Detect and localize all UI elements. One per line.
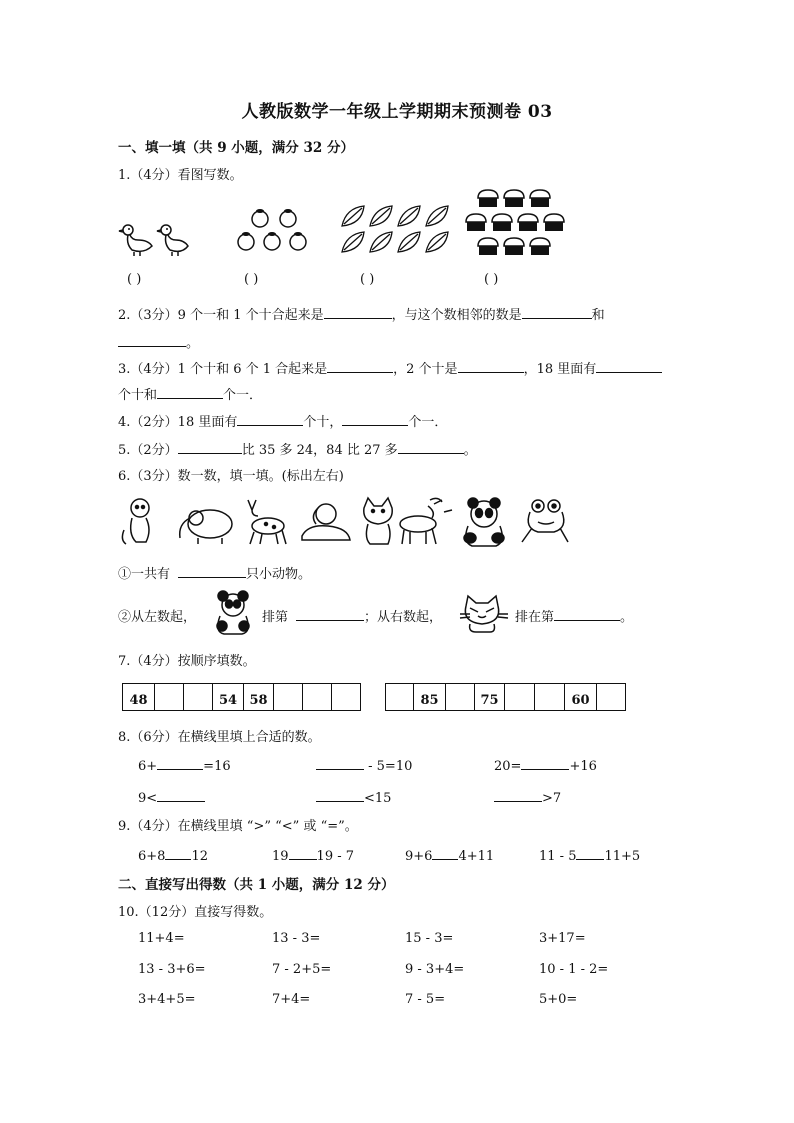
q8-blank[interactable] [157,755,203,770]
q4-blank-1[interactable] [237,411,303,426]
q10-problem: 10 - 1 - 2= [539,962,609,977]
q3-text-4: 个十和 [118,388,158,403]
q10-problem: 7 - 5= [405,992,446,1007]
q9-right: 19 - 7 [316,849,355,864]
seq2-cell[interactable] [597,684,625,710]
q9-item [272,845,354,864]
panda-icon [212,590,254,636]
q2-line1 [118,304,605,323]
q7-stem: 7.（4分）按顺序填数。 [118,654,256,669]
q4-line [118,411,447,430]
seq1-cell: 54 [213,684,244,710]
seq2-cell[interactable] [386,684,414,710]
q9-blank[interactable] [165,845,191,860]
q9-stem: 9.（4分）在横线里填 “>” “<” 或 “=”。 [118,819,358,834]
q10-problem: 3+4+5= [138,992,196,1007]
cat-icon [456,594,512,634]
q6-sub1-text-b: 只小动物。 [246,567,312,582]
q7-sequence-row-1 [122,683,361,711]
q5-text-1: 5.（2分） [118,443,178,458]
seq2-cell: 60 [565,684,597,710]
q3-text-5: 个一． [223,388,263,403]
cat-icon [364,498,392,544]
q3-text-3: ，18 里面有 [523,362,597,377]
q4-text-3: 个一． [408,415,448,430]
q8-stem: 8.（6分）在横线里填上合适的数。 [118,730,321,745]
q8-blank[interactable] [157,787,205,802]
seq2-cell: 85 [414,684,446,710]
q10-problem: 7+4= [272,992,311,1007]
q9-left: 19 [272,849,289,864]
frog-icon [522,500,568,542]
q2-blank-2[interactable] [522,304,592,319]
q2-text-3: 和 [591,308,605,323]
q2-line2 [118,332,199,351]
q3-blank-4[interactable] [157,384,223,399]
q9-left: 9+6 [405,849,433,864]
cupcakes-picture [466,190,566,258]
section-1-heading: 一、填一填（共 9 小题，满分 32 分） [118,140,354,156]
seq1-cell[interactable] [155,684,184,710]
q8-blank[interactable] [316,755,364,770]
seq1-cell: 58 [244,684,274,710]
q8-item-pre: 20= [494,759,522,774]
q5-blank-1[interactable] [178,439,242,454]
q10-problem: 15 - 3= [405,931,454,946]
q8-item [316,787,391,806]
q8-item [316,755,412,774]
q6-sub2-text-c: ；从右数起， [364,610,443,625]
q8-blank[interactable] [316,787,364,802]
q3-blank-3[interactable] [596,358,662,373]
q6-sub2-text-d: 排在第 [515,610,555,625]
q7-sequence-row-2 [385,683,626,711]
q10-problem: 13 - 3+6= [138,962,206,977]
q9-right: 12 [191,849,208,864]
q8-item [138,787,205,806]
q3-blank-1[interactable] [327,358,393,373]
panda-icon [464,498,504,546]
q9-blank[interactable] [576,845,604,860]
q6-sub2-text-b: 排第 [262,610,289,625]
q8-item [494,787,561,806]
q1-answer-ducks[interactable]: ( ) [127,272,142,287]
q6-sub2-line-2 [515,606,633,625]
q9-right: 11+5 [604,849,641,864]
q9-item [405,845,494,864]
apples-picture [236,206,312,256]
seq1-cell: 48 [123,684,155,710]
seq1-cell[interactable] [303,684,332,710]
q10-problem: 7 - 2+5= [272,962,332,977]
q8-item-post: >7 [542,791,562,806]
monkey-icon [122,499,149,544]
q6-sub1 [118,563,311,582]
q5-text-3: 。 [463,443,477,458]
q3-line2 [118,384,262,403]
q2-blank-1[interactable] [324,304,392,319]
q10-problem: 13 - 3= [272,931,321,946]
seq1-cell[interactable] [274,684,303,710]
q6-stem: 6.（3分）数一数，填一填。(标出左右) [118,469,344,484]
q9-right: 4+11 [458,849,495,864]
q8-item [494,755,597,774]
animals-row-picture [118,494,568,548]
q8-item-pre: 9< [138,791,158,806]
q1-stem: 1.（4分）看图写数。 [118,168,243,183]
q10-problem: 5+0= [539,992,578,1007]
elephant-icon [180,510,232,544]
q8-item-post: =16 [203,759,231,774]
q4-blank-2[interactable] [342,411,408,426]
q6-sub2-text-e: 。 [620,610,634,625]
q2-text-1: 2.（3分）9 个一和 1 个十合起来是 [118,308,324,323]
q2-blank-3[interactable] [118,332,186,347]
q6-blank-3[interactable] [554,606,620,621]
page-title: 人教版数学一年级上学期期末预测卷 03 [241,102,553,122]
q6-sub2-text-a: ②从左数起， [118,610,197,625]
q10-problem: 3+17= [539,931,586,946]
q8-item-pre: 6+ [138,759,158,774]
q8-blank[interactable] [494,787,542,802]
q3-blank-2[interactable] [458,358,524,373]
q6-sub1-text-a: ①一共有 [118,567,171,582]
dog-icon [302,504,350,540]
q8-blank[interactable] [521,755,569,770]
q9-item [539,845,640,864]
seq2-cell[interactable] [535,684,565,710]
leaves-picture [340,204,448,254]
q6-sub2-line-1 [262,606,442,625]
q2-text-4: 。 [186,336,200,351]
seq2-cell[interactable] [505,684,535,710]
q5-text-2: 比 35 多 24，84 比 27 多 [241,443,398,458]
q3-text-2: ，2 个十是 [393,362,458,377]
q9-left: 11 - 5 [539,849,577,864]
q1-answer-cupcakes[interactable]: ( ) [484,272,499,287]
seq1-cell[interactable] [332,684,360,710]
q1-answer-leaves[interactable]: ( ) [360,272,375,287]
seq2-cell: 75 [475,684,505,710]
q4-text-1: 4.（2分）18 里面有 [118,415,238,430]
section-2-heading: 二、直接写出得数（共 1 小题，满分 12 分） [118,877,395,893]
q5-blank-2[interactable] [398,439,464,454]
goat-icon [400,498,452,544]
q6-blank-1[interactable] [178,563,246,578]
q1-answer-apples[interactable]: ( ) [244,272,259,287]
q9-blank[interactable] [289,845,317,860]
seq2-cell[interactable] [446,684,475,710]
q8-item-post: +16 [569,759,597,774]
q9-item [138,845,208,864]
q10-stem: 10.（12分）直接写得数。 [118,905,273,920]
q8-item-post: - 5=10 [364,759,413,774]
q10-problem: 9 - 3+4= [405,962,465,977]
deer-icon [248,500,286,544]
q6-blank-2[interactable] [296,606,364,621]
q5-line [118,439,477,458]
ducks-picture [118,220,188,260]
q9-blank[interactable] [432,845,458,860]
q10-problem: 11+4= [138,931,185,946]
seq1-cell[interactable] [184,684,213,710]
q8-item [138,755,231,774]
q8-item-post: <15 [364,791,392,806]
q2-text-2: ，与这个数相邻的数是 [391,308,522,323]
q3-line1 [118,358,662,377]
q4-text-2: 个十， [303,415,343,430]
q9-left: 6+8 [138,849,166,864]
q3-text-1: 3.（4分）1 个十和 6 个 1 合起来是 [118,362,328,377]
